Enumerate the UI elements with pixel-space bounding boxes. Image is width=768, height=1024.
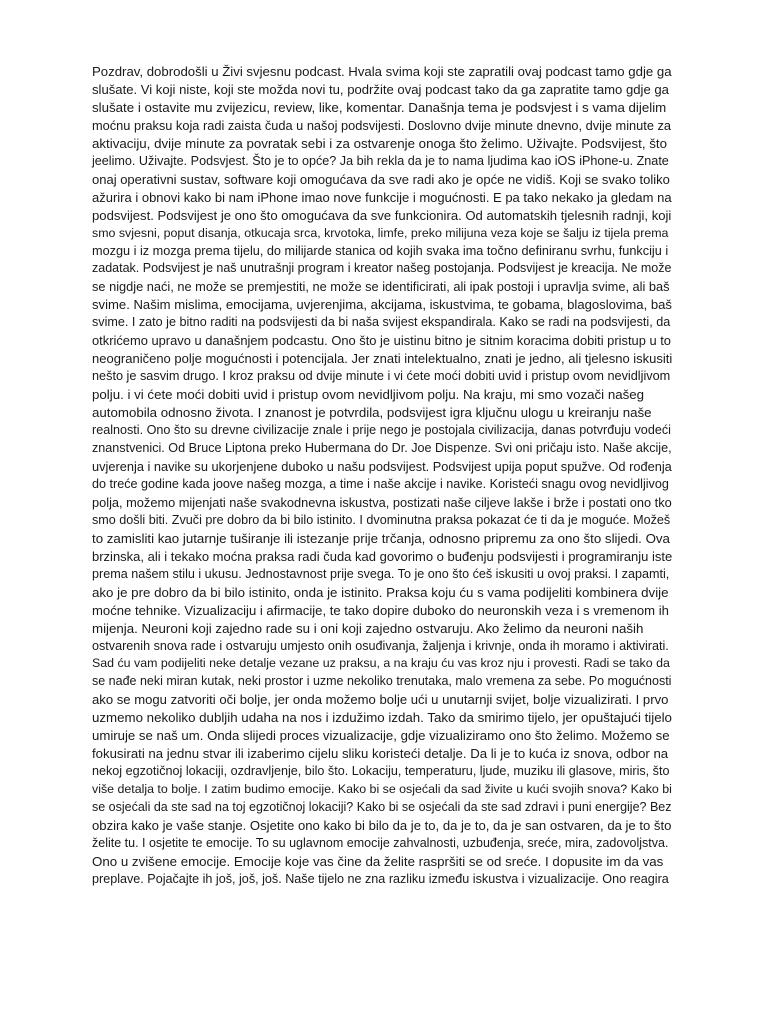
transcript-line: znanstvenici. Od Bruce Liptona preko Hubermana do Dr. Joe Dispenze. Svi oni pričaju isto. Naše akcije, xyxy=(92,441,672,456)
transcript-line: brzinska, ali i tekako moćna praksa radi čuda kad govorimo o buđenju podsvijesti i programiranju iste xyxy=(92,548,673,564)
transcript-line: polju. i vi ćete moći dobiti uvid i pristup ovom nevidljivom polju. Na kraju, mi smo vozači našeg xyxy=(92,387,645,403)
transcript-line: nekoj egzotičnoj lokaciji, ozdravljenje, bilo što. Lokaciju, temperaturu, ljude, muziku ili glasove, miris, što xyxy=(92,764,670,779)
transcript-line: mijenja. Neuroni koji zajedno rade su i oni koji zajedno ostvaruju. Ako želimo da neuroni naših xyxy=(92,620,644,636)
transcript-line: realnosti. Ono što su drevne civilizacije znale i prije nego je postojala civilizacija, danas potvrđuju vodeći xyxy=(92,423,671,438)
transcript-line: uvjerenja i navike su ukorjenjene duboko u našu podsvijest. Podsvijest upija poput spužve. Od rođenja xyxy=(92,458,672,474)
transcript-line: neograničeno polje mogućnosti i potencijala. Jer znati intelektualno, znati je jedno, ali tjelesno iskusiti xyxy=(92,351,673,367)
transcript-line: polja, možemo mijenjati naše svakodnevna iskustva, postizati naše ciljeve lakše i brže i postati ono tko xyxy=(92,494,672,510)
transcript-line: ako je pre dobro da bi bilo istinito, onda je istinito. Praksa koju ću s vama podijeliti kombinera dvije xyxy=(92,584,669,600)
transcript-line: zadatak. Podsvijest je naš unutrašnji program i kreator našeg postojanja. Podsvijest je kreacija. Ne može xyxy=(92,261,672,276)
transcript-line: automobila odnosno života. I znanost je potvrdila, podsvijest igra ključnu ulogu u kreiranju naše xyxy=(92,405,652,421)
transcript-line: se nigdje naći, ne može se premjestiti, ne može se identificirati, ali ipak postoji i upravlja svime, ali baš xyxy=(92,279,670,295)
transcript-body xyxy=(92,63,672,889)
transcript-line: ostvarenih snova rade i ostvaruju umjesto onih osuđivanja, žaljenja i krivnje, onda ih moramo i aktivirati. xyxy=(92,638,669,653)
transcript-line: Ono u zvišene emocije. Emocije koje vas čine da želite raspršiti se od sreće. I dopusite im da vas xyxy=(92,853,664,869)
transcript-line: jeelimo. Uživajte. Podsvjest. Što je to opće? Ja bih rekla da je to nama ljudima kao iOS iPhone-u. Znate xyxy=(92,153,669,168)
transcript-line: moćne tehnike. Vizualizaciju i afirmacije, te tako dopire duboko do neuronskih veza i s vremenom ih xyxy=(92,602,669,618)
transcript-line: slušate i ostavite mu zvijezicu, review, like, komentar. Današnja tema je podsvjest i s vama dijelim xyxy=(92,99,667,115)
transcript-line: prema našem stilu i ukusu. Jednostavnost prije svega. To je ono što ćeš iskusiti u ovoj praksi. I zapamti, xyxy=(92,566,670,581)
transcript-line: preplave. Pojačajte ih još, još, još. Naše tijelo ne zna razliku između iskustva i vizualizacije. Ono reagira xyxy=(92,871,669,886)
transcript-line: obzira kako je vaše stanje. Osjetite ono kako bi bilo da je to, da je to, da je san ostvaren, da je to što xyxy=(92,818,672,834)
transcript-line: mozgu i iz mozga prema tijelu, do milijarde stanica od kojih svaka ima točno definiranu svrhu, funkciju i xyxy=(92,243,669,258)
transcript-line: uzmemo nekoliko dubljih udaha na nos i izdužimo izdah. Tako da smirimo tijelo, jer opuštajući tijelo xyxy=(92,710,672,726)
transcript-line: svime. Našim mislima, emocijama, uvjerenjima, akcijama, iskustvima, te gobama, blagoslovima, baš xyxy=(92,297,672,313)
transcript-line: otkrićemo upravo u današnjem podcastu. Ono što je uistinu bitno je sitnim koracima dobiti pristup u to xyxy=(92,333,671,349)
transcript-line: nešto je sasvim drugo. I kroz praksu od dvije minute i vi ćete moći dobiti uvid i pristup ovom nevidljivom xyxy=(92,369,671,384)
transcript-line: se nađe neki miran kutak, neki prostor i uzme nekoliko trenutaka, malo vremena za sebe. Po mogućnosti xyxy=(92,674,672,689)
transcript-line: moćnu praksu koja radi zaista čuda u našoj podsvijesti. Doslovno dvije minute dnevno, dvije minute za xyxy=(92,117,672,133)
transcript-line: više detalja to bolje. I zatim budimo emocije. Kako bi se osjećali da sad živite u kući svojih snova? Kako bi xyxy=(92,782,672,797)
transcript-line: svime. I zato je bitno raditi na podsvijesti da bi naša svijest ekspandirala. Kako se radi na podsvijesti, da xyxy=(92,315,671,330)
transcript-line: ako se mogu zatvoriti oči bolje, jer onda možemo bolje ući u unutarnji svijet, bolje vizualizirati. I prvo xyxy=(92,692,669,708)
transcript-line: fokusirati na jednu stvar ili izaberimo cijelu sliku koristeći detalje. Da li je to kuća iz snova, odbor na xyxy=(92,746,669,762)
transcript-line: smo došli biti. Zvuči pre dobro da bi bilo istinito. I dvominutna praksa pokazat će ti da je moguće. Možeš xyxy=(92,512,671,527)
transcript-line: podsvijest. Podsvijest je ono što omogućava da sve funkcionira. Od automatskih tjelesnih radnji, koji xyxy=(92,207,672,223)
transcript-line: umiruje se naš um. Onda slijedi proces vizualizacije, gdje vizualiziramo ono što želimo. Možemo se xyxy=(92,728,670,744)
transcript-line: do treće godine kada joove našeg mozga, a time i naše akcije i navike. Koristeći snagu ovog nevidljivog xyxy=(92,476,669,491)
transcript-line: ažurira i obnovi kako bi nam iPhone imao nove funkcije i mogućnosti. E pa tako nekako ja gledam na xyxy=(92,189,672,205)
transcript-line: Pozdrav, dobrodošli u Živi svjesnu podcast. Hvala svima koji ste zapratili ovaj podcast tamo gdje ga xyxy=(92,64,672,79)
transcript-line: onaj operativni sustav, software koji omogućava da sve radi ako je opće ne vidiš. Koji se svako toliko xyxy=(92,171,670,187)
transcript-line: smo svjesni, poput disanja, otkucaja srca, krvotoka, limfe, preko milijuna veza koje se šalju iz tijela prema xyxy=(92,225,669,240)
transcript-line: se osjećali da ste sad na toj egzotičnoj lokaciji? Kako bi se osjećali da ste sad zdravi i puni energije? Bez xyxy=(92,800,672,815)
transcript-line: aktivaciju, dvije minute za povratak sebi i za ostvarenje onoga što želimo. Uživajte. Podsvijest, što xyxy=(92,135,667,151)
transcript-line: Sad ću vam podijeliti neke detalje vezane uz praksu, a na kraju ću vas kroz nju i provesti. Radi se tako da xyxy=(92,656,670,671)
transcript-line: to zamisliti kao jutarnje tuširanje ili istezanje prije trčanja, odnosno pripremu za ono što slijedi. Ova xyxy=(92,530,670,546)
transcript-line: želite tu. I osjetite te emocije. To su uglavnom emocije zahvalnosti, uzbuđenja, sreće, mira, zadovoljstva. xyxy=(92,835,669,850)
transcript-line: slušate. Vi koji niste, koji ste možda novi tu, podržite ovaj podcast tako da ga zapratite tamo gdje ga xyxy=(92,81,669,97)
